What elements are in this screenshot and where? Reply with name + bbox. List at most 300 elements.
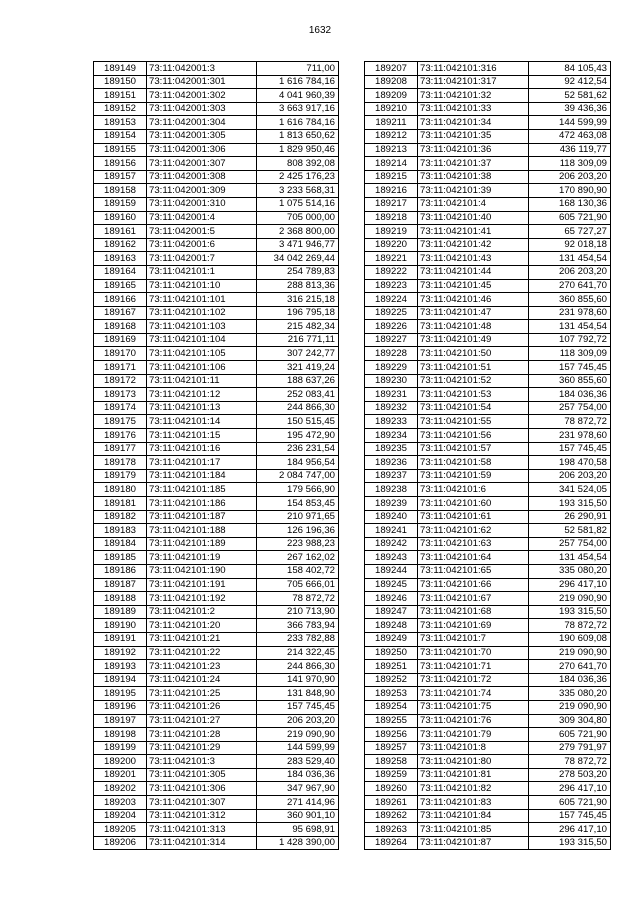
value-cell: 257 754,00 — [529, 537, 611, 551]
value-cell: 223 988,23 — [257, 537, 339, 551]
table-row — [94, 456, 339, 470]
value-cell: 267 162,02 — [257, 551, 339, 565]
value-cell: 321 419,24 — [257, 361, 339, 375]
value-cell: 52 581,62 — [529, 89, 611, 103]
cadastral-number-cell: 73:11:042101:26 — [147, 700, 257, 714]
table-row — [94, 89, 339, 103]
cadastral-number-cell: 73:11:042101:38 — [418, 170, 529, 184]
value-cell: 711,00 — [257, 62, 339, 76]
value-cell: 1 813 650,62 — [257, 129, 339, 143]
table-row — [365, 564, 611, 578]
table-row — [94, 836, 339, 850]
record-number-cell: 189253 — [365, 687, 418, 701]
value-cell: 252 083,41 — [257, 388, 339, 402]
table-row — [94, 374, 339, 388]
cadastral-number-cell: 73:11:042101:55 — [418, 415, 529, 429]
value-cell: 2 425 176,23 — [257, 170, 339, 184]
table-row — [94, 578, 339, 592]
value-cell: 92 018,18 — [529, 238, 611, 252]
value-cell: 219 090,90 — [529, 592, 611, 606]
record-number-cell: 189212 — [365, 129, 418, 143]
value-cell: 1 075 514,16 — [257, 197, 339, 211]
cadastral-number-cell: 73:11:042101:59 — [418, 469, 529, 483]
record-number-cell: 189259 — [365, 768, 418, 782]
record-number-cell: 189169 — [94, 333, 147, 347]
cadastral-number-cell: 73:11:042101:312 — [147, 809, 257, 823]
table-row — [365, 293, 611, 307]
value-cell: 472 463,08 — [529, 129, 611, 143]
value-cell: 335 080,20 — [529, 564, 611, 578]
cadastral-number-cell: 73:11:042101:58 — [418, 456, 529, 470]
table-row — [94, 388, 339, 402]
record-number-cell: 189252 — [365, 673, 418, 687]
record-number-cell: 189262 — [365, 809, 418, 823]
record-number-cell: 189260 — [365, 782, 418, 796]
cadastral-number-cell: 73:11:042101:82 — [418, 782, 529, 796]
table-row — [94, 75, 339, 89]
record-number-cell: 189228 — [365, 347, 418, 361]
record-number-cell: 189241 — [365, 524, 418, 538]
record-number-cell: 189204 — [94, 809, 147, 823]
record-number-cell: 189167 — [94, 306, 147, 320]
table-row — [94, 605, 339, 619]
record-number-cell: 189159 — [94, 197, 147, 211]
cadastral-number-cell: 73:11:042101:60 — [418, 497, 529, 511]
value-cell: 288 813,36 — [257, 279, 339, 293]
value-cell: 141 970,90 — [257, 673, 339, 687]
record-number-cell: 189208 — [365, 75, 418, 89]
value-cell: 65 727,27 — [529, 225, 611, 239]
record-number-cell: 189181 — [94, 497, 147, 511]
table-row — [365, 673, 611, 687]
cadastral-number-cell: 73:11:042101:7 — [418, 632, 529, 646]
table-row — [365, 75, 611, 89]
value-cell: 78 872,72 — [529, 415, 611, 429]
table-row — [94, 429, 339, 443]
record-number-cell: 189205 — [94, 823, 147, 837]
cadastral-number-cell: 73:11:042101:44 — [418, 265, 529, 279]
record-number-cell: 189203 — [94, 796, 147, 810]
table-row — [365, 306, 611, 320]
table-row — [365, 483, 611, 497]
table-row — [94, 320, 339, 334]
record-number-cell: 189192 — [94, 646, 147, 660]
record-number-cell: 189198 — [94, 728, 147, 742]
table-row — [365, 361, 611, 375]
value-cell: 270 641,70 — [529, 660, 611, 674]
cadastral-number-cell: 73:11:042101:51 — [418, 361, 529, 375]
table-row — [94, 102, 339, 116]
table-row — [365, 279, 611, 293]
record-number-cell: 189195 — [94, 687, 147, 701]
record-number-cell: 189225 — [365, 306, 418, 320]
table-row — [94, 279, 339, 293]
cadastral-number-cell: 73:11:042101:190 — [147, 564, 257, 578]
table-row — [365, 714, 611, 728]
record-number-cell: 189155 — [94, 143, 147, 157]
table-row — [365, 768, 611, 782]
table-row — [94, 252, 339, 266]
cadastral-number-cell: 73:11:042001:305 — [147, 129, 257, 143]
cadastral-number-cell: 73:11:042101:2 — [147, 605, 257, 619]
record-number-cell: 189248 — [365, 619, 418, 633]
cadastral-number-cell: 73:11:042101:71 — [418, 660, 529, 674]
table-row — [94, 293, 339, 307]
table-row — [94, 741, 339, 755]
table-row — [365, 646, 611, 660]
table-row — [365, 592, 611, 606]
cadastral-number-cell: 73:11:042101:101 — [147, 293, 257, 307]
cadastral-number-cell: 73:11:042101:79 — [418, 728, 529, 742]
value-cell: 157 745,45 — [529, 361, 611, 375]
table-row — [94, 469, 339, 483]
cadastral-number-cell: 73:11:042101:61 — [418, 510, 529, 524]
value-cell: 335 080,20 — [529, 687, 611, 701]
value-cell: 184 036,36 — [529, 388, 611, 402]
record-number-cell: 189251 — [365, 660, 418, 674]
record-number-cell: 189193 — [94, 660, 147, 674]
value-cell: 52 581,82 — [529, 524, 611, 538]
table-row — [365, 497, 611, 511]
cadastral-number-cell: 73:11:042001:308 — [147, 170, 257, 184]
value-cell: 126 196,36 — [257, 524, 339, 538]
value-cell: 190 609,08 — [529, 632, 611, 646]
table-row — [365, 157, 611, 171]
cadastral-number-cell: 73:11:042101:27 — [147, 714, 257, 728]
cadastral-number-cell: 73:11:042101:14 — [147, 415, 257, 429]
cadastral-number-cell: 73:11:042101:19 — [147, 551, 257, 565]
table-row — [365, 660, 611, 674]
value-cell: 144 599,99 — [529, 116, 611, 130]
value-cell: 206 203,20 — [529, 469, 611, 483]
table-row — [94, 211, 339, 225]
record-number-cell: 189239 — [365, 497, 418, 511]
value-cell: 3 471 946,77 — [257, 238, 339, 252]
record-number-cell: 189227 — [365, 333, 418, 347]
record-number-cell: 189174 — [94, 401, 147, 415]
value-cell: 78 872,72 — [257, 592, 339, 606]
cadastral-number-cell: 73:11:042001:3 — [147, 62, 257, 76]
value-cell: 231 978,60 — [529, 429, 611, 443]
value-cell: 92 412,54 — [529, 75, 611, 89]
record-number-cell: 189244 — [365, 564, 418, 578]
record-number-cell: 189256 — [365, 728, 418, 742]
record-number-cell: 189170 — [94, 347, 147, 361]
record-number-cell: 189236 — [365, 456, 418, 470]
cadastral-number-cell: 73:11:042101:8 — [418, 741, 529, 755]
table-row — [365, 442, 611, 456]
table-row — [365, 524, 611, 538]
record-number-cell: 189171 — [94, 361, 147, 375]
cadastral-number-cell: 73:11:042101:12 — [147, 388, 257, 402]
table-row — [94, 632, 339, 646]
value-cell: 296 417,10 — [529, 578, 611, 592]
record-number-cell: 189153 — [94, 116, 147, 130]
value-cell: 296 417,10 — [529, 823, 611, 837]
table-row — [365, 809, 611, 823]
table-row — [94, 197, 339, 211]
record-number-cell: 189189 — [94, 605, 147, 619]
cadastral-number-cell: 73:11:042101:35 — [418, 129, 529, 143]
record-number-cell: 189178 — [94, 456, 147, 470]
cadastral-number-cell: 73:11:042101:81 — [418, 768, 529, 782]
cadastral-number-cell: 73:11:042101:10 — [147, 279, 257, 293]
value-cell: 2 368 800,00 — [257, 225, 339, 239]
value-cell: 95 698,91 — [257, 823, 339, 837]
cadastral-number-cell: 73:11:042001:4 — [147, 211, 257, 225]
record-number-cell: 189161 — [94, 225, 147, 239]
cadastral-number-cell: 73:11:042101:49 — [418, 333, 529, 347]
value-cell: 257 754,00 — [529, 401, 611, 415]
cadastral-number-cell: 73:11:042101:34 — [418, 116, 529, 130]
cadastral-number-cell: 73:11:042101:66 — [418, 578, 529, 592]
record-number-cell: 189217 — [365, 197, 418, 211]
value-cell: 206 203,20 — [257, 714, 339, 728]
value-cell: 26 290,91 — [529, 510, 611, 524]
value-cell: 436 119,77 — [529, 143, 611, 157]
value-cell: 184 036,36 — [257, 768, 339, 782]
record-number-cell: 189206 — [94, 836, 147, 850]
table-row — [365, 619, 611, 633]
record-number-cell: 189211 — [365, 116, 418, 130]
table-row — [365, 252, 611, 266]
table-row — [365, 456, 611, 470]
record-number-cell: 189221 — [365, 252, 418, 266]
cadastral-number-cell: 73:11:042101:192 — [147, 592, 257, 606]
cadastral-number-cell: 73:11:042101:306 — [147, 782, 257, 796]
value-cell: 198 470,58 — [529, 456, 611, 470]
value-cell: 1 616 784,16 — [257, 75, 339, 89]
record-number-cell: 189199 — [94, 741, 147, 755]
table-row — [365, 700, 611, 714]
cadastral-number-cell: 73:11:042101:189 — [147, 537, 257, 551]
record-number-cell: 189219 — [365, 225, 418, 239]
cadastral-number-cell: 73:11:042101:20 — [147, 619, 257, 633]
record-number-cell: 189230 — [365, 374, 418, 388]
record-number-cell: 189257 — [365, 741, 418, 755]
cadastral-number-cell: 73:11:042101:32 — [418, 89, 529, 103]
table-row — [365, 116, 611, 130]
cadastral-number-cell: 73:11:042101:305 — [147, 768, 257, 782]
table-row — [94, 143, 339, 157]
value-cell: 254 789,83 — [257, 265, 339, 279]
value-cell: 309 304,80 — [529, 714, 611, 728]
table-row — [365, 320, 611, 334]
record-number-cell: 189220 — [365, 238, 418, 252]
cadastral-number-cell: 73:11:042101:191 — [147, 578, 257, 592]
value-cell: 84 105,43 — [529, 62, 611, 76]
value-cell: 157 745,45 — [529, 442, 611, 456]
value-cell: 131 454,54 — [529, 551, 611, 565]
value-cell: 1 428 390,00 — [257, 836, 339, 850]
cadastral-number-cell: 73:11:042101:314 — [147, 836, 257, 850]
table-row — [94, 497, 339, 511]
cadastral-number-cell: 73:11:042101:23 — [147, 660, 257, 674]
cadastral-number-cell: 73:11:042101:104 — [147, 333, 257, 347]
cadastral-number-cell: 73:11:042101:52 — [418, 374, 529, 388]
table-row — [365, 265, 611, 279]
table-row — [365, 374, 611, 388]
table-row — [94, 728, 339, 742]
value-cell: 278 503,20 — [529, 768, 611, 782]
value-cell: 150 515,45 — [257, 415, 339, 429]
record-number-cell: 189242 — [365, 537, 418, 551]
table-row — [94, 62, 339, 76]
value-cell: 279 791,97 — [529, 741, 611, 755]
table-row — [94, 401, 339, 415]
cadastral-number-cell: 73:11:042101:69 — [418, 619, 529, 633]
record-number-cell: 189237 — [365, 469, 418, 483]
record-number-cell: 189231 — [365, 388, 418, 402]
record-number-cell: 189165 — [94, 279, 147, 293]
cadastral-table-left — [93, 61, 339, 850]
table-row — [365, 197, 611, 211]
record-number-cell: 189249 — [365, 632, 418, 646]
value-cell: 179 566,90 — [257, 483, 339, 497]
value-cell: 131 454,54 — [529, 252, 611, 266]
value-cell: 316 215,18 — [257, 293, 339, 307]
table-row — [365, 728, 611, 742]
cadastral-number-cell: 73:11:042101:6 — [418, 483, 529, 497]
record-number-cell: 189264 — [365, 836, 418, 850]
table-row — [94, 796, 339, 810]
table-row — [365, 510, 611, 524]
cadastral-number-cell: 73:11:042101:185 — [147, 483, 257, 497]
value-cell: 605 721,90 — [529, 796, 611, 810]
cadastral-number-cell: 73:11:042101:54 — [418, 401, 529, 415]
table-row — [94, 306, 339, 320]
table-row — [365, 551, 611, 565]
table-row — [365, 632, 611, 646]
cadastral-number-cell: 73:11:042101:65 — [418, 564, 529, 578]
cadastral-number-cell: 73:11:042001:7 — [147, 252, 257, 266]
table-row — [365, 170, 611, 184]
cadastral-number-cell: 73:11:042101:3 — [147, 755, 257, 769]
cadastral-number-cell: 73:11:042101:85 — [418, 823, 529, 837]
value-cell: 210 713,90 — [257, 605, 339, 619]
value-cell: 195 472,90 — [257, 429, 339, 443]
table-row — [94, 483, 339, 497]
record-number-cell: 189250 — [365, 646, 418, 660]
table-row — [94, 823, 339, 837]
cadastral-number-cell: 73:11:042101:47 — [418, 306, 529, 320]
cadastral-number-cell: 73:11:042101:83 — [418, 796, 529, 810]
table-row — [365, 184, 611, 198]
cadastral-number-cell: 73:11:042101:48 — [418, 320, 529, 334]
cadastral-number-cell: 73:11:042101:84 — [418, 809, 529, 823]
value-cell: 216 771,11 — [257, 333, 339, 347]
value-cell: 206 203,20 — [529, 265, 611, 279]
record-number-cell: 189202 — [94, 782, 147, 796]
value-cell: 3 233 568,31 — [257, 184, 339, 198]
value-cell: 193 315,50 — [529, 836, 611, 850]
record-number-cell: 189185 — [94, 551, 147, 565]
cadastral-number-cell: 73:11:042101:75 — [418, 700, 529, 714]
record-number-cell: 189157 — [94, 170, 147, 184]
value-cell: 705 666,01 — [257, 578, 339, 592]
record-number-cell: 189216 — [365, 184, 418, 198]
record-number-cell: 189233 — [365, 415, 418, 429]
value-cell: 118 309,09 — [529, 157, 611, 171]
record-number-cell: 189172 — [94, 374, 147, 388]
value-cell: 808 392,08 — [257, 157, 339, 171]
record-number-cell: 189164 — [94, 265, 147, 279]
record-number-cell: 189151 — [94, 89, 147, 103]
record-number-cell: 189215 — [365, 170, 418, 184]
record-number-cell: 189222 — [365, 265, 418, 279]
table-row — [94, 116, 339, 130]
cadastral-number-cell: 73:11:042101:74 — [418, 687, 529, 701]
table-row — [365, 415, 611, 429]
record-number-cell: 189214 — [365, 157, 418, 171]
table-row — [94, 687, 339, 701]
record-number-cell: 189234 — [365, 429, 418, 443]
value-cell: 157 745,45 — [529, 809, 611, 823]
cadastral-number-cell: 73:11:042101:36 — [418, 143, 529, 157]
record-number-cell: 189188 — [94, 592, 147, 606]
record-number-cell: 189190 — [94, 619, 147, 633]
table-row — [94, 646, 339, 660]
cadastral-number-cell: 73:11:042101:70 — [418, 646, 529, 660]
cadastral-number-cell: 73:11:042101:39 — [418, 184, 529, 198]
record-number-cell: 189235 — [365, 442, 418, 456]
table-row — [94, 157, 339, 171]
cadastral-number-cell: 73:11:042101:316 — [418, 62, 529, 76]
record-number-cell: 189176 — [94, 429, 147, 443]
table-row — [94, 551, 339, 565]
record-number-cell: 189168 — [94, 320, 147, 334]
value-cell: 3 663 917,16 — [257, 102, 339, 116]
table-row — [94, 782, 339, 796]
value-cell: 605 721,90 — [529, 211, 611, 225]
value-cell: 231 978,60 — [529, 306, 611, 320]
value-cell: 154 853,45 — [257, 497, 339, 511]
value-cell: 296 417,10 — [529, 782, 611, 796]
cadastral-number-cell: 73:11:042001:310 — [147, 197, 257, 211]
value-cell: 39 436,36 — [529, 102, 611, 116]
value-cell: 233 782,88 — [257, 632, 339, 646]
value-cell: 170 890,90 — [529, 184, 611, 198]
cadastral-number-cell: 73:11:042101:72 — [418, 673, 529, 687]
record-number-cell: 189158 — [94, 184, 147, 198]
cadastral-number-cell: 73:11:042101:11 — [147, 374, 257, 388]
table-row — [365, 836, 611, 850]
value-cell: 270 641,70 — [529, 279, 611, 293]
table-row — [94, 768, 339, 782]
table-row — [365, 605, 611, 619]
table-row — [94, 700, 339, 714]
cadastral-number-cell: 73:11:042101:187 — [147, 510, 257, 524]
record-number-cell: 189246 — [365, 592, 418, 606]
table-row — [365, 823, 611, 837]
cadastral-number-cell: 73:11:042101:106 — [147, 361, 257, 375]
value-cell: 157 745,45 — [257, 700, 339, 714]
value-cell: 78 872,72 — [529, 619, 611, 633]
record-number-cell: 189218 — [365, 211, 418, 225]
page-number: 1632 — [308, 25, 332, 36]
cadastral-number-cell: 73:11:042101:188 — [147, 524, 257, 538]
table-row — [94, 564, 339, 578]
table-row — [94, 225, 339, 239]
cadastral-number-cell: 73:11:042101:42 — [418, 238, 529, 252]
table-row — [365, 238, 611, 252]
value-cell: 360 855,60 — [529, 374, 611, 388]
table-row — [365, 225, 611, 239]
cadastral-number-cell: 73:11:042101:46 — [418, 293, 529, 307]
table-row — [94, 265, 339, 279]
record-number-cell: 189177 — [94, 442, 147, 456]
record-number-cell: 189180 — [94, 483, 147, 497]
